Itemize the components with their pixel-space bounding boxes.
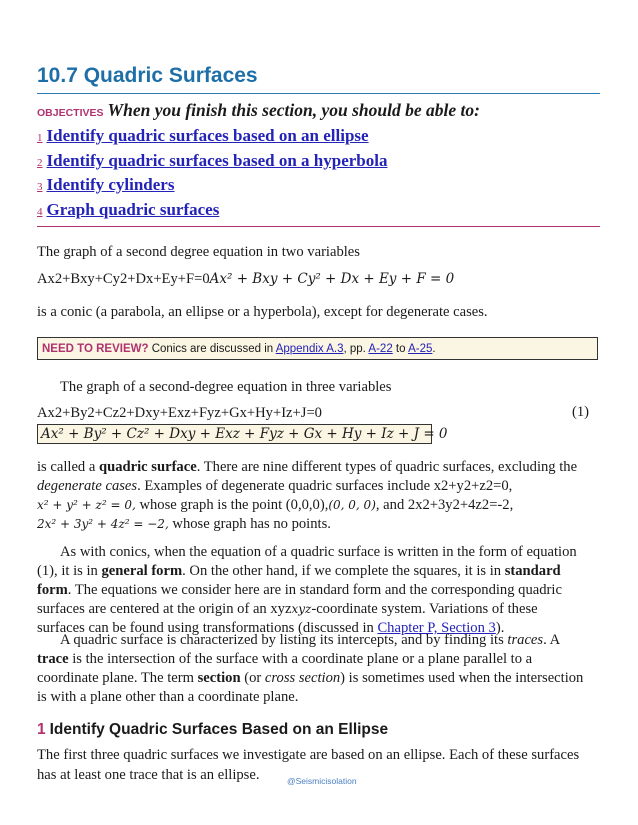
subsection-title: Identify Quadric Surfaces Based on an Ellipse — [49, 721, 389, 738]
review-tag: NEED TO REVIEW? — [42, 343, 149, 355]
objectives-divider — [37, 226, 600, 227]
paragraph-traces: A quadric surface is characterized by listing its intercepts, and by finding its traces. A trace is the intersection of the surface with a coordinate plane or a plane parallel to a coordinate plane. The term section (or cross section) is sometimes used when the intersection is with a plane other than a coordinate plane. — [37, 632, 584, 705]
term-section: section — [197, 670, 241, 686]
subsection-heading — [37, 721, 388, 739]
objective-item[interactable] — [37, 200, 219, 220]
paragraph-quadric: is called a quadric surface. There are nine different types of quadric surfaces, excluding the degenerate cases. Examples of degenerate quadric surfaces include x2+y2+z2=0, x² + y² + z² = 0, whose graph is the point (0,0,0),(0, 0, 0), and 2x2+3y2+4z2=-2, 2x² + 3y² + 4z² = −2, whose graph has no points. — [37, 459, 578, 532]
appendix-link[interactable]: Appendix A.3 — [275, 343, 344, 355]
intro-line: is a conic (a parabola, an ellipse or a hyperbola), except for degenerate cases. — [37, 304, 488, 320]
page-link[interactable]: A-22 — [368, 343, 393, 355]
three-var-line: The graph of a second-degree equation in three variables — [60, 379, 392, 395]
objectives-header — [37, 100, 480, 121]
subsection-number: 1 — [37, 721, 46, 738]
watermark: @Seismicisolation — [287, 776, 357, 786]
term-quadric-surface: quadric surface — [99, 459, 197, 475]
section-title: 10.7 Quadric Surfaces — [37, 64, 258, 87]
conic-equation — [37, 270, 603, 289]
title-divider — [37, 93, 600, 94]
objective-item[interactable] — [37, 175, 174, 195]
chapter-link[interactable]: Chapter P, Section 3 — [377, 620, 496, 636]
quadric-equation-math: Ax² + By² + Cz² + Dxy + Exz + Fyz + Gx + Hy + Iz + J = 0 — [41, 426, 448, 442]
conic-equation-text: Ax2+Bxy+Cy2+Dx+Ey+F=0 — [37, 271, 210, 287]
math-inline: (0, 0, 0) — [328, 498, 376, 512]
review-text: , pp. — [343, 343, 369, 355]
objective-item[interactable] — [37, 151, 387, 171]
term-trace: trace — [37, 651, 69, 667]
equation-number: (1) — [572, 404, 590, 420]
objective-number: 1 — [37, 132, 43, 144]
math-inline: 2x² + 3y² + 4z² = −2, — [37, 517, 169, 531]
objective-item[interactable] — [37, 126, 369, 146]
term-standard: standard — [504, 563, 561, 579]
objective-link[interactable]: Identify quadric surfaces based on an ellipse — [46, 126, 369, 145]
conic-equation-math: Ax² + Bxy + Cy² + Dx + Ey + F = 0 — [209, 271, 455, 287]
subsection-text: The first three quadric surfaces we investigate are based on an ellipse. Each of these surfaces — [37, 747, 580, 763]
term-traces: traces — [507, 632, 544, 648]
math-inline: xyz — [291, 602, 312, 616]
objective-number: 4 — [37, 206, 43, 218]
term-cross-section: cross section — [264, 670, 341, 686]
math-inline: x² + y² + z² = 0, — [37, 498, 136, 512]
page-link[interactable]: A-25 — [408, 343, 433, 355]
objectives-tag: OBJECTIVES — [37, 107, 104, 119]
objective-link[interactable]: Identify cylinders — [46, 175, 175, 194]
objective-link[interactable]: Identify quadric surfaces based on a hyperbola — [46, 151, 388, 170]
objective-link[interactable]: Graph quadric surfaces — [46, 200, 220, 219]
review-text: to — [392, 343, 409, 355]
term-general-form: general form — [101, 563, 183, 579]
review-box — [37, 337, 598, 360]
intro-line: The graph of a second degree equation in two variables — [37, 244, 360, 260]
objective-number: 3 — [37, 181, 43, 193]
subsection-text: has at least one trace that is an ellipse. — [37, 767, 260, 783]
objective-number: 2 — [37, 157, 43, 169]
quadric-equation-text: Ax2+By2+Cz2+Dxy+Exz+Fyz+Gx+Hy+Iz+J=0 — [37, 405, 322, 421]
objectives-lead: When you finish this section, you should be able to: — [107, 100, 480, 120]
term-degenerate: degenerate cases — [37, 478, 138, 494]
paragraph-general-form: As with conics, when the equation of a quadric surface is written in the form of equation (1), it is in general form. On the other hand, if we complete the squares, it is in standard form. The equations we consider here are in standard form and the corresponding quadric surfaces are centered at the origin of an xyzxyz-coordinate system. Variations of these surfaces can be found using transformations (discussed in Chapter P, Section 3). — [37, 544, 577, 636]
review-text: Conics are discussed in — [148, 343, 276, 355]
review-text: . — [432, 343, 436, 355]
term-form: form — [37, 582, 68, 598]
quadric-equation-box — [37, 424, 448, 444]
